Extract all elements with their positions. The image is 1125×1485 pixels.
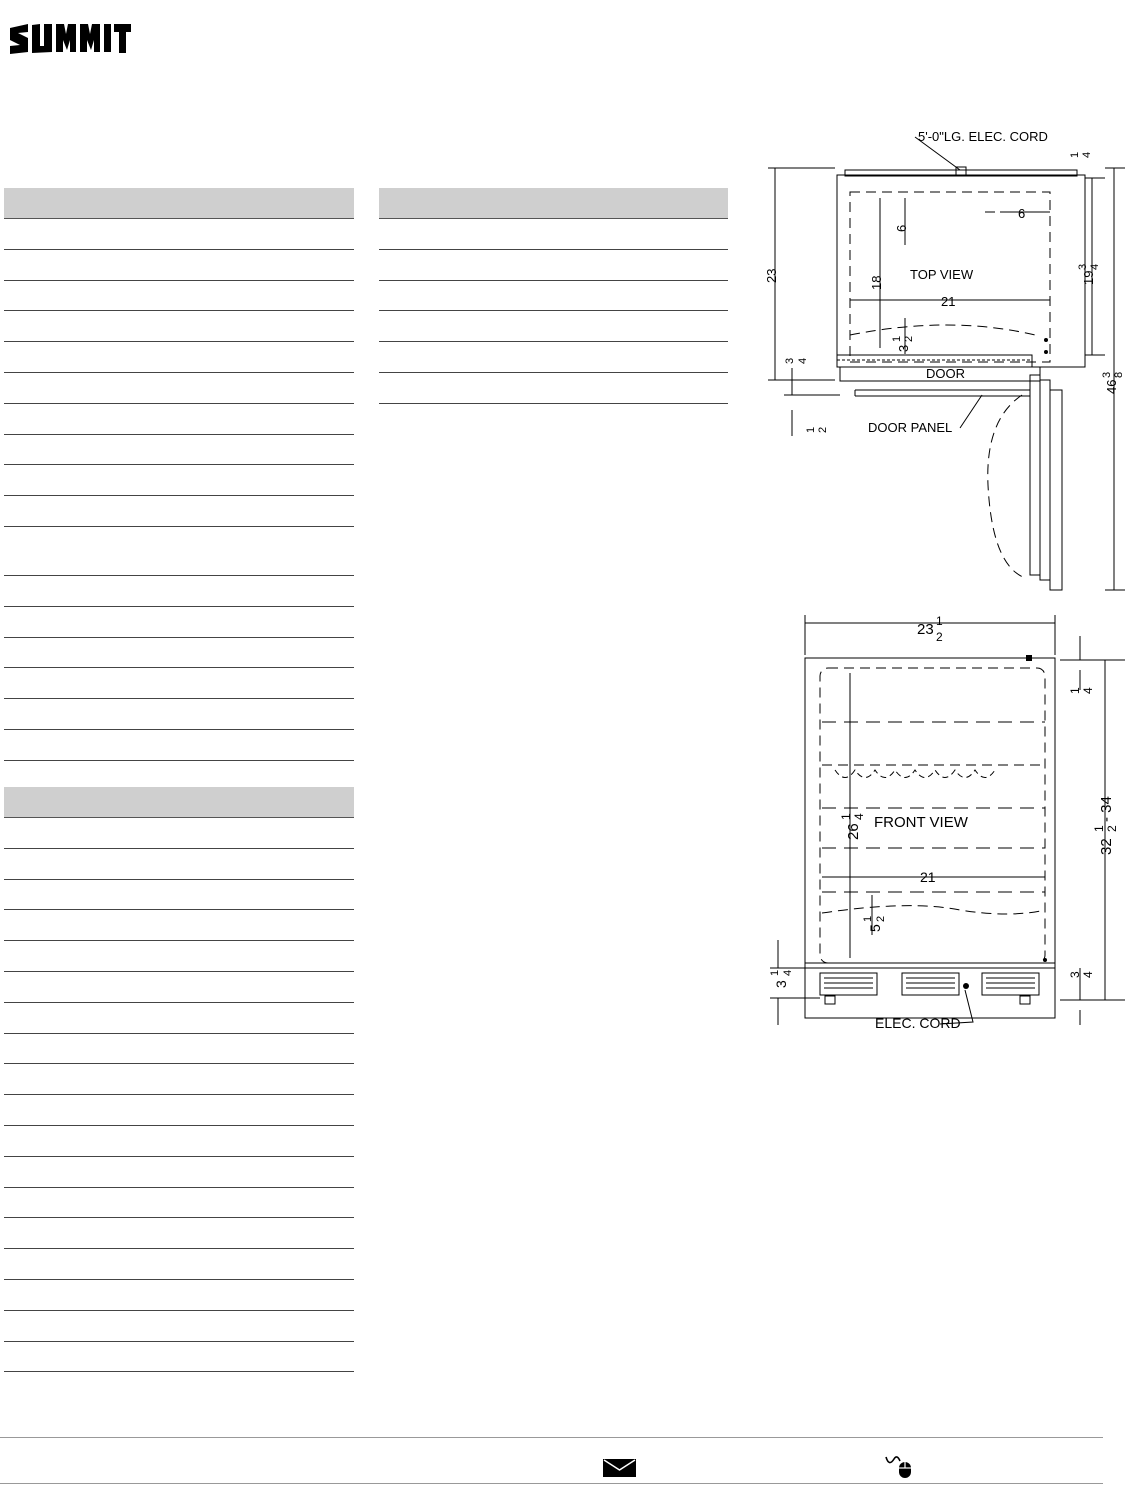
table-row: [4, 527, 354, 576]
dim-shelf-whole: 5: [867, 924, 883, 932]
table-row: [379, 311, 728, 342]
dim-shelf-den: 2: [875, 915, 887, 922]
table-header: [379, 188, 728, 219]
table-row: [4, 1034, 354, 1065]
dim-inner-depth: 18: [869, 275, 884, 290]
table-row: [4, 730, 354, 761]
dim-base-r-den: 4: [1081, 971, 1095, 978]
top-view-label: TOP VIEW: [910, 267, 974, 282]
mouse-icon: [884, 1453, 914, 1479]
table-row: [4, 1064, 354, 1095]
spec-table-left-bottom: [4, 787, 354, 1372]
dim-small-b: 4: [797, 357, 809, 364]
table-row: [4, 250, 354, 281]
dim-inner-h-whole: 26: [845, 823, 862, 840]
table-row: [379, 219, 728, 250]
dim-inner-h-den: 4: [852, 813, 866, 820]
dim-height-num: 1: [1092, 825, 1106, 832]
footer-divider-top: [0, 1437, 1103, 1438]
table-row: [4, 311, 354, 342]
dim-shelf-num: 1: [862, 915, 874, 922]
table-row: [379, 250, 728, 281]
dim-door-den: 2: [903, 335, 915, 342]
table-row: [4, 1249, 354, 1280]
dim-width-top: 21: [941, 294, 956, 309]
cord-label-top: 5'-0"LG. ELEC. CORD: [918, 129, 1048, 144]
table-row: [4, 435, 354, 466]
dim-total: 46: [1104, 379, 1119, 394]
dim-half-den: 2: [817, 426, 829, 433]
dim-small-a: 3: [784, 357, 796, 364]
table-row: [4, 496, 354, 527]
dim-top-front-num: 1: [1068, 687, 1082, 694]
table-row: [4, 1280, 354, 1311]
dim-width-whole: 23: [917, 621, 934, 638]
table-row: [379, 342, 728, 373]
table-row: [4, 818, 354, 849]
table-row: [4, 281, 354, 312]
door-label: DOOR: [926, 366, 965, 381]
footer-divider-bottom: [0, 1483, 1103, 1484]
table-row: [4, 465, 354, 496]
front-view-cabinet: [805, 658, 1055, 1018]
table-row: [4, 373, 354, 404]
table-row: [4, 941, 354, 972]
table-row: [4, 576, 354, 607]
table-row: [4, 1126, 354, 1157]
table-row: [4, 699, 354, 730]
dim-height-den: 2: [1105, 825, 1119, 832]
table-row: [379, 281, 728, 312]
table-row: [379, 373, 728, 404]
table-header: [4, 188, 354, 219]
dim-side-num: 3: [1077, 263, 1089, 270]
front-view-label: FRONT VIEW: [874, 814, 968, 831]
front-vents: [820, 973, 1039, 995]
cord-label-front: ELEC. CORD: [875, 1015, 961, 1031]
table-row: [4, 219, 354, 250]
table-row: [4, 342, 354, 373]
dim-width-den: 2: [936, 630, 943, 644]
dim-base-den: 4: [782, 969, 794, 976]
dim-half-num: 1: [805, 426, 817, 433]
dim-height-whole: 32: [1098, 838, 1115, 855]
dim-door-whole: 3: [896, 344, 911, 352]
table-header: [4, 787, 354, 818]
dim-side: 19: [1081, 270, 1096, 285]
table-row: [4, 880, 354, 911]
table-row: [4, 668, 354, 699]
dim-base-num: 1: [769, 969, 781, 976]
spec-table-left-top: [4, 188, 354, 792]
dim-door-num: 1: [891, 335, 903, 342]
dim-height-range: - 34: [1098, 796, 1115, 822]
table-row: [4, 404, 354, 435]
dimension-drawing: [760, 120, 1125, 1040]
dim-inner-h-num: 1: [839, 813, 853, 820]
table-row: [4, 1311, 354, 1342]
dim-top-den: 4: [1081, 151, 1093, 158]
table-row: [4, 1157, 354, 1188]
table-row: [4, 849, 354, 880]
dim-base-whole: 3: [773, 980, 789, 988]
dim-inner-width: 21: [920, 869, 936, 885]
dim-side-den: 4: [1089, 263, 1101, 270]
dim-total-num: 3: [1101, 371, 1113, 378]
dim-depth: 23: [764, 268, 779, 283]
table-row: [4, 638, 354, 669]
table-row: [4, 972, 354, 1003]
dim-top-front-den: 4: [1081, 687, 1095, 694]
spec-table-right-top: [379, 188, 728, 404]
dim-top-num: 1: [1069, 151, 1081, 158]
dim-total-den: 8: [1113, 371, 1125, 378]
table-row: [4, 1188, 354, 1219]
table-row: [4, 1342, 354, 1373]
dim-six-h: 6: [1018, 206, 1026, 221]
dim-base-r-num: 3: [1068, 971, 1082, 978]
table-row: [4, 607, 354, 638]
dim-six-v: 6: [894, 224, 909, 232]
mail-icon: [603, 1459, 636, 1477]
summit-logo: [8, 22, 132, 56]
table-row: [4, 1095, 354, 1126]
door-panel-label: DOOR PANEL: [868, 420, 953, 435]
table-row: [4, 910, 354, 941]
table-row: [4, 1003, 354, 1034]
table-row: [4, 1218, 354, 1249]
dim-width-num: 1: [936, 614, 943, 628]
